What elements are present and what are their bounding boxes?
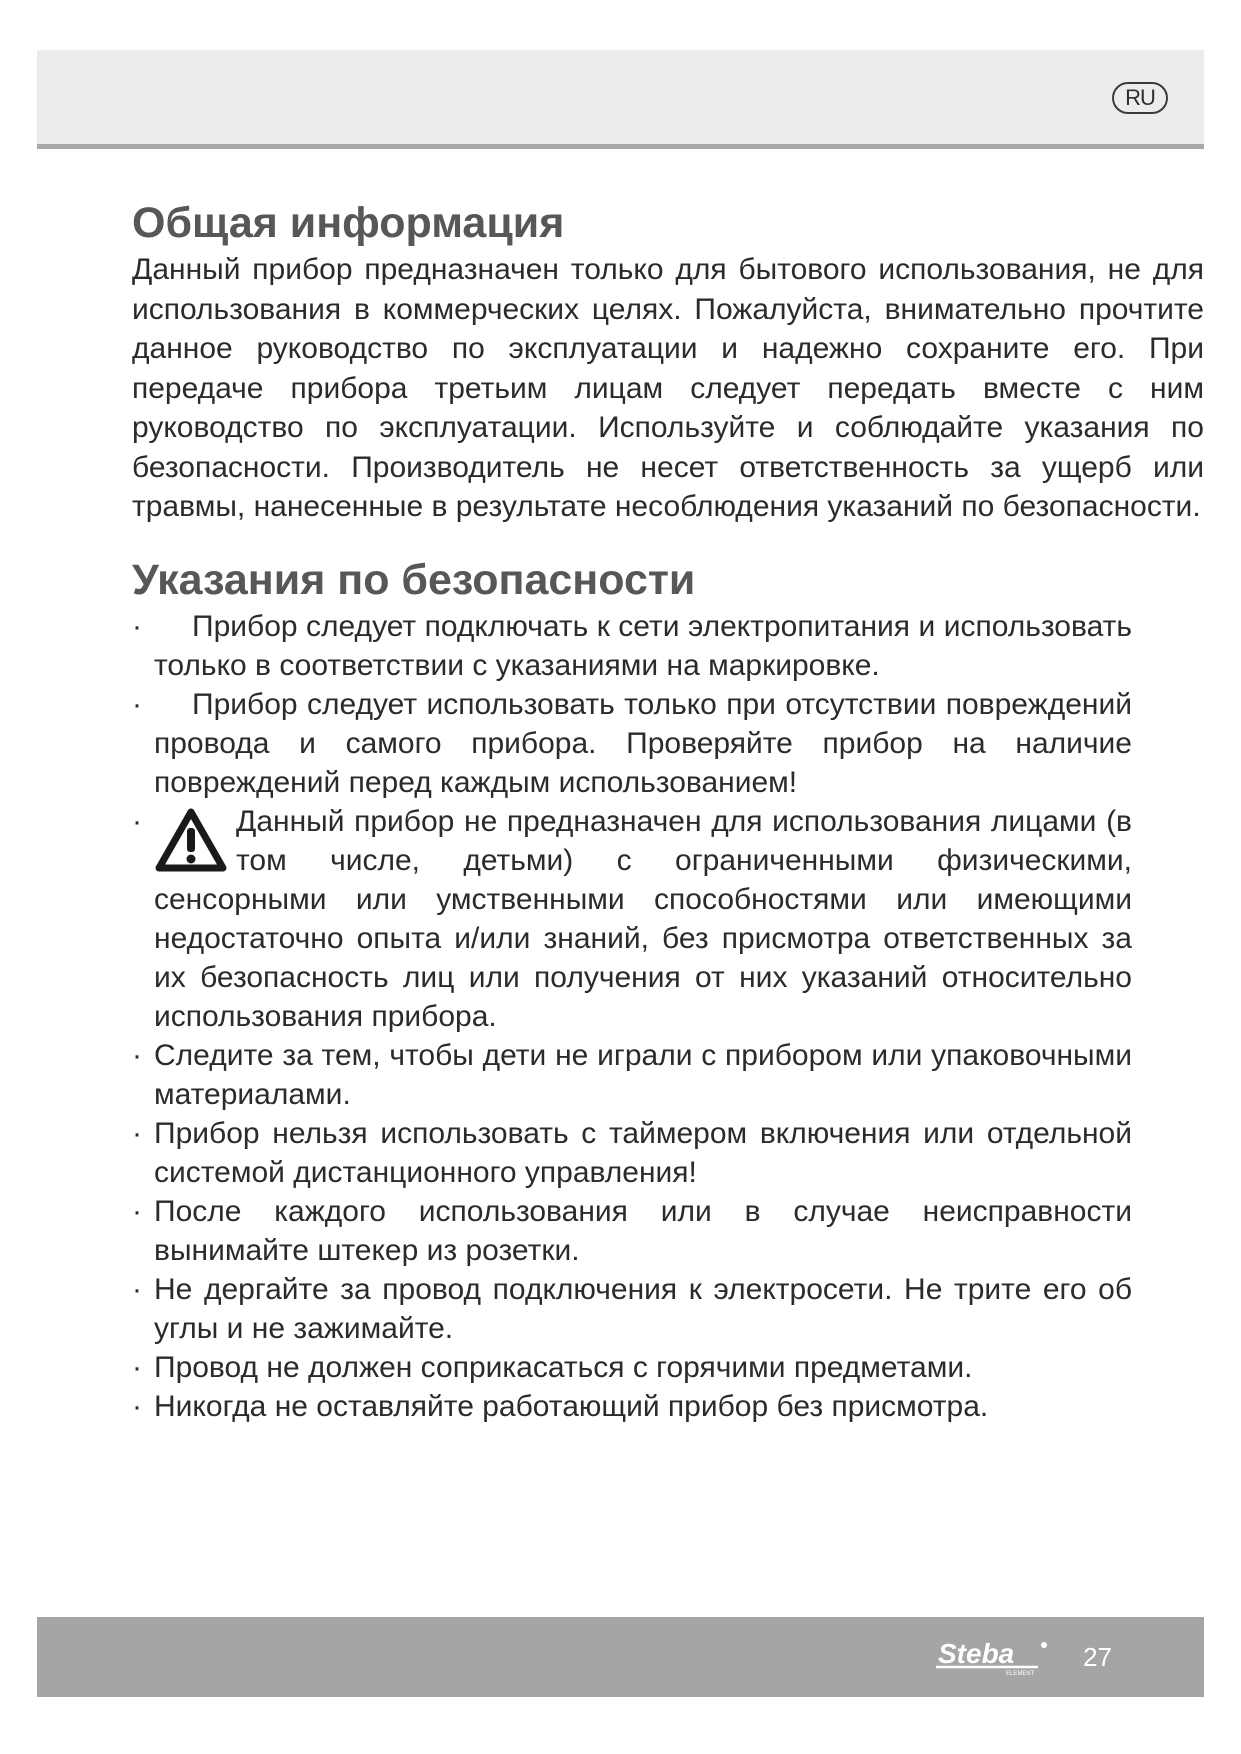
- safety-item-text: Провод не должен соприкасаться с горячими предметами.: [154, 1350, 973, 1384]
- bullet: ·: [132, 687, 142, 721]
- safety-item: [132, 802, 1132, 1036]
- safety-item-text: Следите за тем, чтобы дети не играли с прибором или упаковочными материалами.: [154, 1038, 1132, 1111]
- page-footer: [37, 1617, 1204, 1697]
- safety-item: [132, 1114, 1132, 1192]
- bullet: ·: [132, 804, 142, 838]
- steba-logo-wordmark: Steba: [938, 1638, 1015, 1669]
- steba-logo-subtext: ELEMENT: [1006, 1671, 1035, 1677]
- page-content: [132, 196, 1204, 1426]
- safety-item-text: Прибор нельзя использовать с таймером включения или отдельной системой дистанционного управления!: [154, 1116, 1132, 1189]
- page-number: 27: [1083, 1642, 1112, 1672]
- general-info-paragraph: Данный прибор предназначен только для бытового использования, не для использования в коммерческих целях. Пожалуйста, внимательно прочтите данное руководство по эксплуатации и надежно сохраните его. При передаче прибора третьим лицам следует передать вместе с ним руководство по эксплуатации. Используйте и соблюдайте указания по безопасности. Производитель не несет ответственность за ущерб или травмы, нанесенные в результате несоблюдения указаний по безопасности.: [132, 253, 1204, 523]
- section-title-safety: Указания по безопасности: [132, 555, 696, 604]
- bullet: ·: [132, 1116, 142, 1150]
- page-header: [37, 50, 1204, 149]
- safety-item-text: Никогда не оставляйте работающий прибор без присмотра.: [154, 1389, 989, 1423]
- safety-item-text: Прибор следует подключать к сети электропитания и использовать только в соответствии с указаниями на маркировке.: [154, 609, 1132, 682]
- safety-item-text: Прибор следует использовать только при отсутствии повреждений провода и самого прибора. Проверяйте прибор на наличие повреждений перед каждым использованием!: [154, 687, 1132, 799]
- safety-item: [132, 1192, 1132, 1270]
- safety-item: [132, 685, 1132, 802]
- safety-item: [132, 1348, 1132, 1387]
- safety-item-text: Не дергайте за провод подключения к электросети. Не трите его об углы и не зажимайте.: [154, 1272, 1132, 1345]
- steba-logo: [934, 1637, 1052, 1677]
- bullet: ·: [132, 1272, 142, 1306]
- bullet: ·: [132, 1194, 142, 1228]
- bullet: ·: [132, 609, 142, 643]
- warning-triangle-icon: [154, 806, 228, 876]
- bullet: ·: [132, 1350, 142, 1384]
- safety-item-text: Данный прибор не предназначен для использования лицами (в том числе, детьми) с ограниченными физическими, сенсорными или умственными способностями или имеющими недостаточно опыта и/или знаний, без присмотра ответственных за их безопасность лиц или получения от них указаний относительно использования прибора.: [154, 804, 1132, 1033]
- safety-item: [132, 607, 1132, 685]
- section-title-general: Общая информация: [132, 199, 565, 247]
- safety-item: [132, 1036, 1132, 1114]
- safety-item: [132, 1387, 1132, 1426]
- bullet: ·: [132, 1038, 142, 1072]
- safety-list: [132, 607, 1132, 1426]
- safety-item: [132, 1270, 1132, 1348]
- safety-item-text: После каждого использования или в случае неисправности вынимайте штекер из розетки.: [154, 1194, 1132, 1267]
- language-badge: RU: [1112, 82, 1168, 114]
- bullet: ·: [132, 1389, 142, 1423]
